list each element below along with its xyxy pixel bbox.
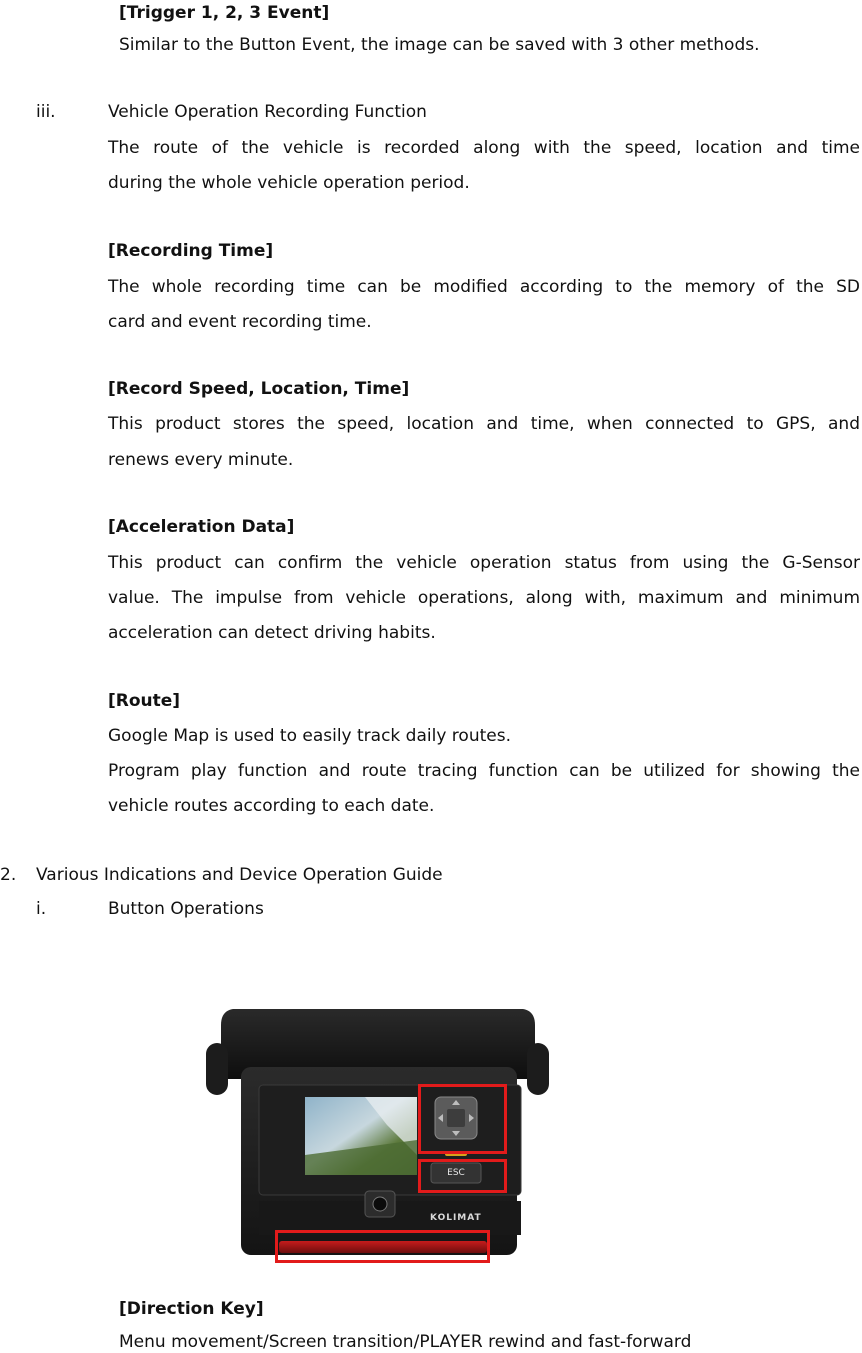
section-iii-text-line2: during the whole vehicle operation period. — [108, 173, 470, 193]
direction-key-text: Menu movement/Screen transition/PLAYER rewind and fast-forward — [119, 1332, 692, 1352]
section-iii-marker: iii. — [36, 102, 56, 122]
esc-button: ESC — [447, 1168, 465, 1178]
trigger-bar-highlight — [275, 1230, 490, 1263]
record-speed-line1: This product stores the speed, location and time, when connected to GPS, and — [108, 414, 860, 434]
recording-time-line1: The whole recording time can be modified according to the memory of the SD — [108, 277, 860, 297]
acceleration-line3: acceleration can detect driving habits. — [108, 623, 436, 643]
route-line1: Google Map is used to easily track daily routes. — [108, 726, 511, 746]
section-2-title: Various Indications and Device Operation Guide — [36, 865, 443, 885]
section-i-title: Button Operations — [108, 899, 264, 919]
trigger-heading: [Trigger 1, 2, 3 Event] — [119, 3, 330, 23]
recording-time-heading: [Recording Time] — [108, 241, 274, 261]
section-i-marker: i. — [36, 899, 47, 919]
direction-key-highlight — [418, 1084, 507, 1154]
section-2-marker: 2. — [0, 865, 17, 885]
recording-time-line2: card and event recording time. — [108, 312, 372, 332]
record-speed-line2: renews every minute. — [108, 450, 294, 470]
route-heading: [Route] — [108, 691, 181, 711]
esc-key-highlight — [418, 1159, 507, 1193]
route-line2: Program play function and route tracing function can be utilized for showing the — [108, 761, 860, 781]
acceleration-heading: [Acceleration Data] — [108, 517, 295, 537]
route-line3: vehicle routes according to each date. — [108, 796, 435, 816]
acceleration-line1: This product can confirm the vehicle operation status from using the G-Sensor — [108, 553, 860, 573]
acceleration-line2: value. The impulse from vehicle operations, along with, maximum and minimum — [108, 588, 860, 608]
section-iii-title: Vehicle Operation Recording Function — [108, 102, 427, 122]
record-speed-heading: [Record Speed, Location, Time] — [108, 379, 410, 399]
device-brand-logo: KOLIMAT — [430, 1213, 482, 1223]
device-photo — [205, 1005, 550, 1267]
trigger-text: Similar to the Button Event, the image can be saved with 3 other methods. — [119, 35, 760, 55]
section-iii-text-line1: The route of the vehicle is recorded along with the speed, location and time — [108, 138, 860, 158]
direction-key-heading: [Direction Key] — [119, 1299, 264, 1319]
